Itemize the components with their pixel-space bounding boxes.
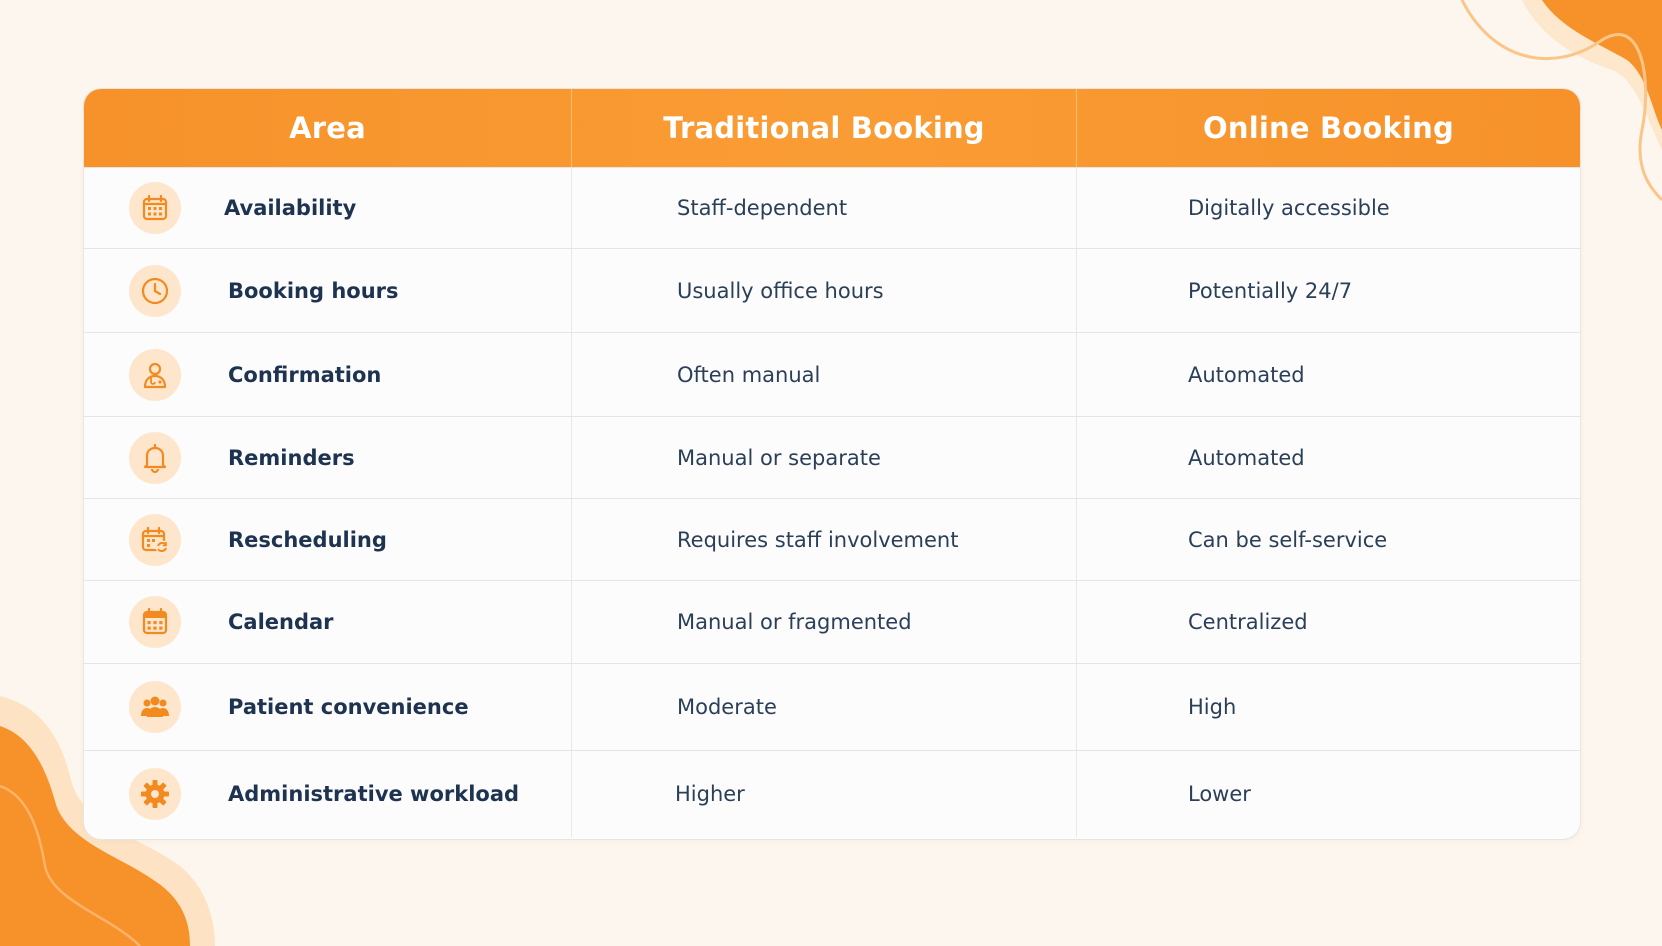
table-row bbox=[84, 580, 1580, 663]
gear-icon bbox=[129, 768, 181, 820]
calendar-refresh-icon bbox=[129, 514, 181, 566]
bell-icon bbox=[129, 432, 181, 484]
table-row bbox=[84, 416, 1580, 498]
traditional-value: Manual or separate bbox=[677, 445, 881, 470]
online-value: Lower bbox=[1188, 782, 1251, 806]
calendar-grid-icon bbox=[129, 596, 181, 648]
calendar-icon bbox=[129, 182, 181, 234]
header-area: Area bbox=[84, 89, 572, 167]
area-label: Reminders bbox=[228, 445, 355, 470]
table-row bbox=[84, 750, 1580, 837]
comparison-table bbox=[83, 88, 1581, 840]
table-header-row bbox=[84, 89, 1580, 167]
online-value: Automated bbox=[1188, 445, 1305, 470]
table-row bbox=[84, 248, 1580, 332]
online-value: Potentially 24/7 bbox=[1188, 278, 1353, 303]
table-row bbox=[84, 663, 1580, 750]
area-label: Confirmation bbox=[228, 362, 382, 387]
traditional-value: Manual or fragmented bbox=[677, 610, 912, 634]
table-row bbox=[84, 332, 1580, 416]
area-label: Availability bbox=[224, 196, 357, 220]
header-traditional-booking: Traditional Booking bbox=[572, 89, 1077, 167]
area-label: Patient convenience bbox=[228, 695, 469, 719]
traditional-value: Moderate bbox=[677, 695, 777, 719]
clock-icon bbox=[129, 265, 181, 317]
table-row bbox=[84, 167, 1580, 248]
traditional-value: Usually office hours bbox=[677, 278, 884, 303]
header-online-booking: Online Booking bbox=[1203, 111, 1454, 145]
online-value: High bbox=[1188, 695, 1237, 719]
people-icon bbox=[129, 681, 181, 733]
traditional-value: Often manual bbox=[677, 362, 821, 387]
table-row bbox=[84, 498, 1580, 580]
traditional-value: Higher bbox=[675, 782, 745, 806]
area-label: Rescheduling bbox=[228, 527, 387, 552]
traditional-value: Requires staff involvement bbox=[677, 527, 959, 552]
online-value: Digitally accessible bbox=[1188, 196, 1390, 220]
doctor-icon bbox=[129, 349, 181, 401]
online-value: Centralized bbox=[1188, 610, 1308, 634]
online-value: Can be self-service bbox=[1188, 527, 1388, 552]
online-value: Automated bbox=[1188, 362, 1305, 387]
traditional-value: Staff-dependent bbox=[677, 196, 848, 220]
area-label: Administrative workload bbox=[228, 782, 520, 806]
area-label: Calendar bbox=[228, 610, 334, 634]
area-label: Booking hours bbox=[228, 278, 399, 303]
